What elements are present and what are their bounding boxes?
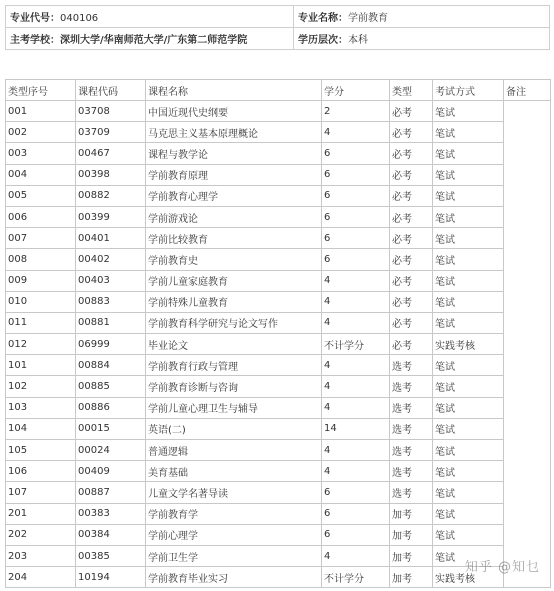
course-table xyxy=(5,79,551,588)
table-row xyxy=(6,334,551,355)
exam-method-cell: 笔试 xyxy=(433,418,504,439)
code-cell: 03708 xyxy=(76,101,146,122)
major-code-value: 040106 xyxy=(60,13,99,24)
type-cell: 必考 xyxy=(390,143,433,164)
code-cell: 10194 xyxy=(76,567,146,588)
course-name-cell: 学前教育科学研究与论文写作 xyxy=(146,312,322,333)
exam-method-cell: 笔试 xyxy=(433,482,504,503)
course-name-cell: 学前特殊儿童教育 xyxy=(146,291,322,312)
type-cell: 加考 xyxy=(390,545,433,566)
course-name-cell: 学前教育心理学 xyxy=(146,185,322,206)
course-name-cell: 学前教育史 xyxy=(146,249,322,270)
credits-cell: 6 xyxy=(322,228,390,249)
table-row xyxy=(6,418,551,439)
header-remarks: 备注 xyxy=(504,80,551,101)
type-cell: 选考 xyxy=(390,440,433,461)
table-row xyxy=(6,461,551,482)
credits-cell: 4 xyxy=(322,397,390,418)
table-row xyxy=(6,249,551,270)
seq-cell: 101 xyxy=(6,355,76,376)
course-name-cell: 中国近现代史纲要 xyxy=(146,101,322,122)
code-cell: 00887 xyxy=(76,482,146,503)
seq-cell: 011 xyxy=(6,312,76,333)
credits-cell: 4 xyxy=(322,461,390,482)
credits-cell: 6 xyxy=(322,143,390,164)
exam-method-cell: 笔试 xyxy=(433,249,504,270)
type-cell: 必考 xyxy=(390,122,433,143)
major-name-label: 专业名称： xyxy=(298,13,348,24)
credits-cell: 6 xyxy=(322,249,390,270)
exam-method-cell: 实践考核 xyxy=(433,567,504,588)
table-row xyxy=(6,206,551,227)
credits-cell: 不计学分 xyxy=(322,334,390,355)
course-name-cell: 课程与教学论 xyxy=(146,143,322,164)
seq-cell: 005 xyxy=(6,185,76,206)
type-cell: 加考 xyxy=(390,503,433,524)
info-row xyxy=(6,6,550,28)
major-code-label: 专业代号： xyxy=(10,13,60,24)
type-cell: 必考 xyxy=(390,101,433,122)
course-name-cell: 学前教育毕业实习 xyxy=(146,567,322,588)
table-row xyxy=(6,143,551,164)
code-cell: 00383 xyxy=(76,503,146,524)
type-cell: 必考 xyxy=(390,291,433,312)
credits-cell: 6 xyxy=(322,206,390,227)
exam-method-cell: 笔试 xyxy=(433,397,504,418)
exam-method-cell: 笔试 xyxy=(433,503,504,524)
seq-cell: 201 xyxy=(6,503,76,524)
seq-cell: 009 xyxy=(6,270,76,291)
course-name-cell: 美育基础 xyxy=(146,461,322,482)
code-cell: 00399 xyxy=(76,206,146,227)
info-row xyxy=(6,28,550,50)
seq-cell: 107 xyxy=(6,482,76,503)
type-cell: 选考 xyxy=(390,418,433,439)
seq-cell: 202 xyxy=(6,524,76,545)
level-cell xyxy=(294,28,550,50)
seq-cell: 104 xyxy=(6,418,76,439)
table-row xyxy=(6,270,551,291)
type-cell: 必考 xyxy=(390,206,433,227)
credits-cell: 4 xyxy=(322,270,390,291)
code-cell: 03709 xyxy=(76,122,146,143)
course-name-cell: 儿童文学名著导读 xyxy=(146,482,322,503)
course-name-cell: 英语(二) xyxy=(146,418,322,439)
table-row xyxy=(6,397,551,418)
seq-cell: 105 xyxy=(6,440,76,461)
exam-method-cell: 笔试 xyxy=(433,545,504,566)
code-cell: 00885 xyxy=(76,376,146,397)
code-cell: 00401 xyxy=(76,228,146,249)
seq-cell: 010 xyxy=(6,291,76,312)
table-row xyxy=(6,376,551,397)
seq-cell: 002 xyxy=(6,122,76,143)
exam-method-cell: 笔试 xyxy=(433,524,504,545)
seq-cell: 001 xyxy=(6,101,76,122)
code-cell: 00467 xyxy=(76,143,146,164)
major-name-cell xyxy=(294,6,550,28)
major-name-value: 学前教育 xyxy=(348,13,388,24)
watermark: 知乎 @知乜 xyxy=(464,560,540,575)
credits-cell: 4 xyxy=(322,312,390,333)
header-credits: 学分 xyxy=(322,80,390,101)
table-row xyxy=(6,312,551,333)
table-row xyxy=(6,228,551,249)
course-name-cell: 学前儿童家庭教育 xyxy=(146,270,322,291)
type-cell: 必考 xyxy=(390,185,433,206)
credits-cell: 4 xyxy=(322,545,390,566)
course-name-cell: 学前教育学 xyxy=(146,503,322,524)
type-cell: 选考 xyxy=(390,397,433,418)
table-row xyxy=(6,355,551,376)
credits-cell: 4 xyxy=(322,440,390,461)
table-header-row xyxy=(6,80,551,101)
school-label: 主考学校： xyxy=(10,35,60,46)
course-name-cell: 学前教育行政与管理 xyxy=(146,355,322,376)
major-info-table xyxy=(5,5,550,50)
level-label: 学历层次： xyxy=(298,35,348,46)
exam-method-cell: 笔试 xyxy=(433,270,504,291)
exam-method-cell: 笔试 xyxy=(433,143,504,164)
seq-cell: 204 xyxy=(6,567,76,588)
table-row xyxy=(6,440,551,461)
header-exam-method: 考试方式 xyxy=(433,80,504,101)
header-course-name: 课程名称 xyxy=(146,80,322,101)
exam-method-cell: 笔试 xyxy=(433,228,504,249)
table-row xyxy=(6,291,551,312)
credits-cell: 6 xyxy=(322,482,390,503)
type-cell: 选考 xyxy=(390,482,433,503)
exam-method-cell: 笔试 xyxy=(433,206,504,227)
code-cell: 00882 xyxy=(76,185,146,206)
seq-cell: 004 xyxy=(6,164,76,185)
exam-method-cell: 笔试 xyxy=(433,185,504,206)
code-cell: 00024 xyxy=(76,440,146,461)
seq-cell: 008 xyxy=(6,249,76,270)
exam-method-cell: 笔试 xyxy=(433,376,504,397)
type-cell: 选考 xyxy=(390,461,433,482)
credits-cell: 6 xyxy=(322,185,390,206)
type-cell: 加考 xyxy=(390,524,433,545)
code-cell: 00398 xyxy=(76,164,146,185)
type-cell: 选考 xyxy=(390,355,433,376)
exam-method-cell: 笔试 xyxy=(433,101,504,122)
credits-cell: 14 xyxy=(322,418,390,439)
school-value: 深圳大学/华南师范大学/广东第二师范学院 xyxy=(60,35,248,46)
credits-cell: 不计学分 xyxy=(322,567,390,588)
seq-cell: 006 xyxy=(6,206,76,227)
code-cell: 00015 xyxy=(76,418,146,439)
seq-cell: 106 xyxy=(6,461,76,482)
credits-cell: 4 xyxy=(322,376,390,397)
exam-method-cell: 笔试 xyxy=(433,312,504,333)
type-cell: 选考 xyxy=(390,376,433,397)
table-row xyxy=(6,503,551,524)
table-row xyxy=(6,101,551,122)
type-cell: 必考 xyxy=(390,228,433,249)
course-name-cell: 学前心理学 xyxy=(146,524,322,545)
table-row xyxy=(6,524,551,545)
credits-cell: 4 xyxy=(322,122,390,143)
course-name-cell: 普通逻辑 xyxy=(146,440,322,461)
header-code: 课程代码 xyxy=(76,80,146,101)
major-code-cell xyxy=(6,6,294,28)
seq-cell: 003 xyxy=(6,143,76,164)
exam-method-cell: 笔试 xyxy=(433,355,504,376)
code-cell: 00886 xyxy=(76,397,146,418)
code-cell: 00881 xyxy=(76,312,146,333)
code-cell: 00409 xyxy=(76,461,146,482)
credits-cell: 4 xyxy=(322,291,390,312)
code-cell: 00402 xyxy=(76,249,146,270)
code-cell: 00883 xyxy=(76,291,146,312)
type-cell: 必考 xyxy=(390,164,433,185)
level-value: 本科 xyxy=(348,35,368,46)
course-name-cell: 学前游戏论 xyxy=(146,206,322,227)
table-row xyxy=(6,482,551,503)
remarks-cell xyxy=(504,101,551,588)
table-row xyxy=(6,164,551,185)
school-cell xyxy=(6,28,294,50)
type-cell: 必考 xyxy=(390,270,433,291)
code-cell: 00384 xyxy=(76,524,146,545)
seq-cell: 203 xyxy=(6,545,76,566)
seq-cell: 012 xyxy=(6,334,76,355)
type-cell: 加考 xyxy=(390,567,433,588)
course-name-cell: 学前卫生学 xyxy=(146,545,322,566)
credits-cell: 6 xyxy=(322,503,390,524)
code-cell: 06999 xyxy=(76,334,146,355)
exam-method-cell: 笔试 xyxy=(433,440,504,461)
header-seq: 类型序号 xyxy=(6,80,76,101)
seq-cell: 103 xyxy=(6,397,76,418)
type-cell: 必考 xyxy=(390,334,433,355)
course-name-cell: 学前儿童心理卫生与辅导 xyxy=(146,397,322,418)
course-name-cell: 学前比较教育 xyxy=(146,228,322,249)
exam-method-cell: 笔试 xyxy=(433,461,504,482)
exam-method-cell: 实践考核 xyxy=(433,334,504,355)
code-cell: 00884 xyxy=(76,355,146,376)
type-cell: 必考 xyxy=(390,249,433,270)
credits-cell: 6 xyxy=(322,524,390,545)
type-cell: 必考 xyxy=(390,312,433,333)
table-row xyxy=(6,185,551,206)
code-cell: 00403 xyxy=(76,270,146,291)
course-name-cell: 毕业论文 xyxy=(146,334,322,355)
exam-method-cell: 笔试 xyxy=(433,164,504,185)
credits-cell: 2 xyxy=(322,101,390,122)
seq-cell: 007 xyxy=(6,228,76,249)
exam-method-cell: 笔试 xyxy=(433,122,504,143)
course-table-body xyxy=(6,101,551,588)
course-name-cell: 马克思主义基本原理概论 xyxy=(146,122,322,143)
seq-cell: 102 xyxy=(6,376,76,397)
code-cell: 00385 xyxy=(76,545,146,566)
credits-cell: 6 xyxy=(322,164,390,185)
table-row xyxy=(6,122,551,143)
credits-cell: 4 xyxy=(322,355,390,376)
header-type: 类型 xyxy=(390,80,433,101)
course-name-cell: 学前教育原理 xyxy=(146,164,322,185)
course-name-cell: 学前教育诊断与咨询 xyxy=(146,376,322,397)
exam-method-cell: 笔试 xyxy=(433,291,504,312)
